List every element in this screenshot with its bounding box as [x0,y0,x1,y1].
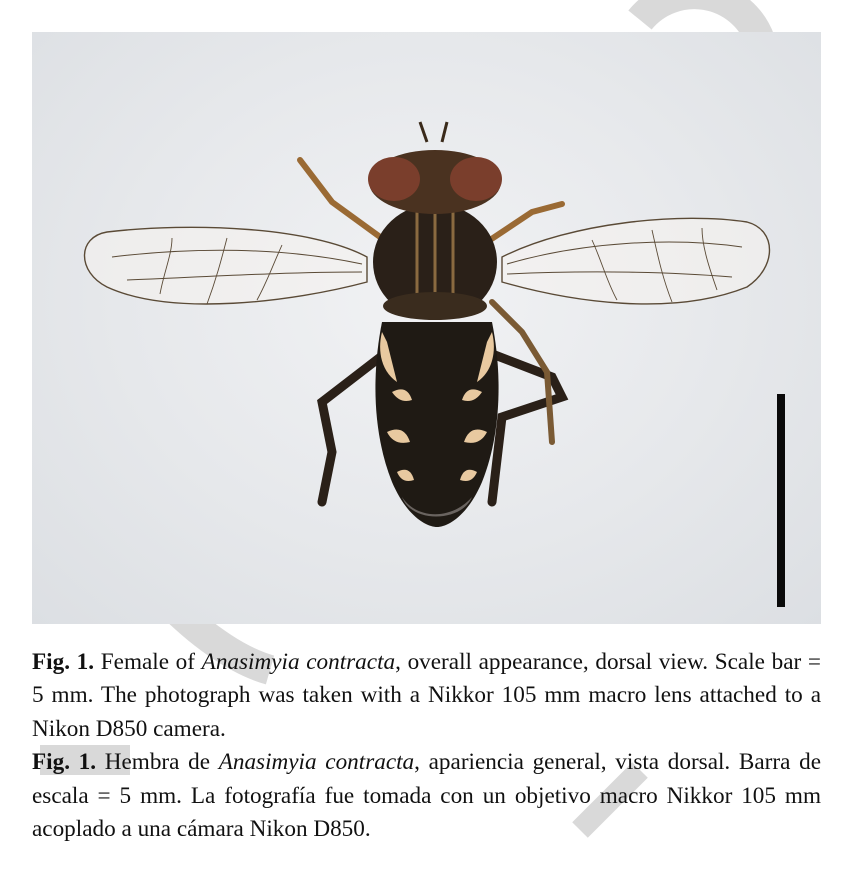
specimen-photo [32,32,821,624]
right-wing [502,218,770,304]
left-wing [85,227,368,304]
scale-bar [777,394,785,607]
caption-spanish: Fig. 1. Hembra de Anasimyia contracta, apariencia general, vista dorsal. Barra de escala = 5 mm. La fotografía fue tomada con un objetivo macro Nikkor 105 mm acoplado a una cámara Nikon D850. [32,749,821,843]
species-name: Anasimyia contracta [201,649,396,675]
figure-caption [32,646,821,846]
figure-label: Fig. 1. [32,649,95,675]
species-name: Anasimyia contracta [218,749,415,776]
caption-english: Fig. 1. Female of Anasimyia contracta, overall appearance, dorsal view. Scale bar = 5 mm. The photograph was taken with a Nikkor 105 mm macro lens attached to a Nikon D850 camera. [32,649,821,742]
head [368,122,502,214]
figure-label: Fig. 1. [32,749,97,776]
abdomen [375,322,498,527]
